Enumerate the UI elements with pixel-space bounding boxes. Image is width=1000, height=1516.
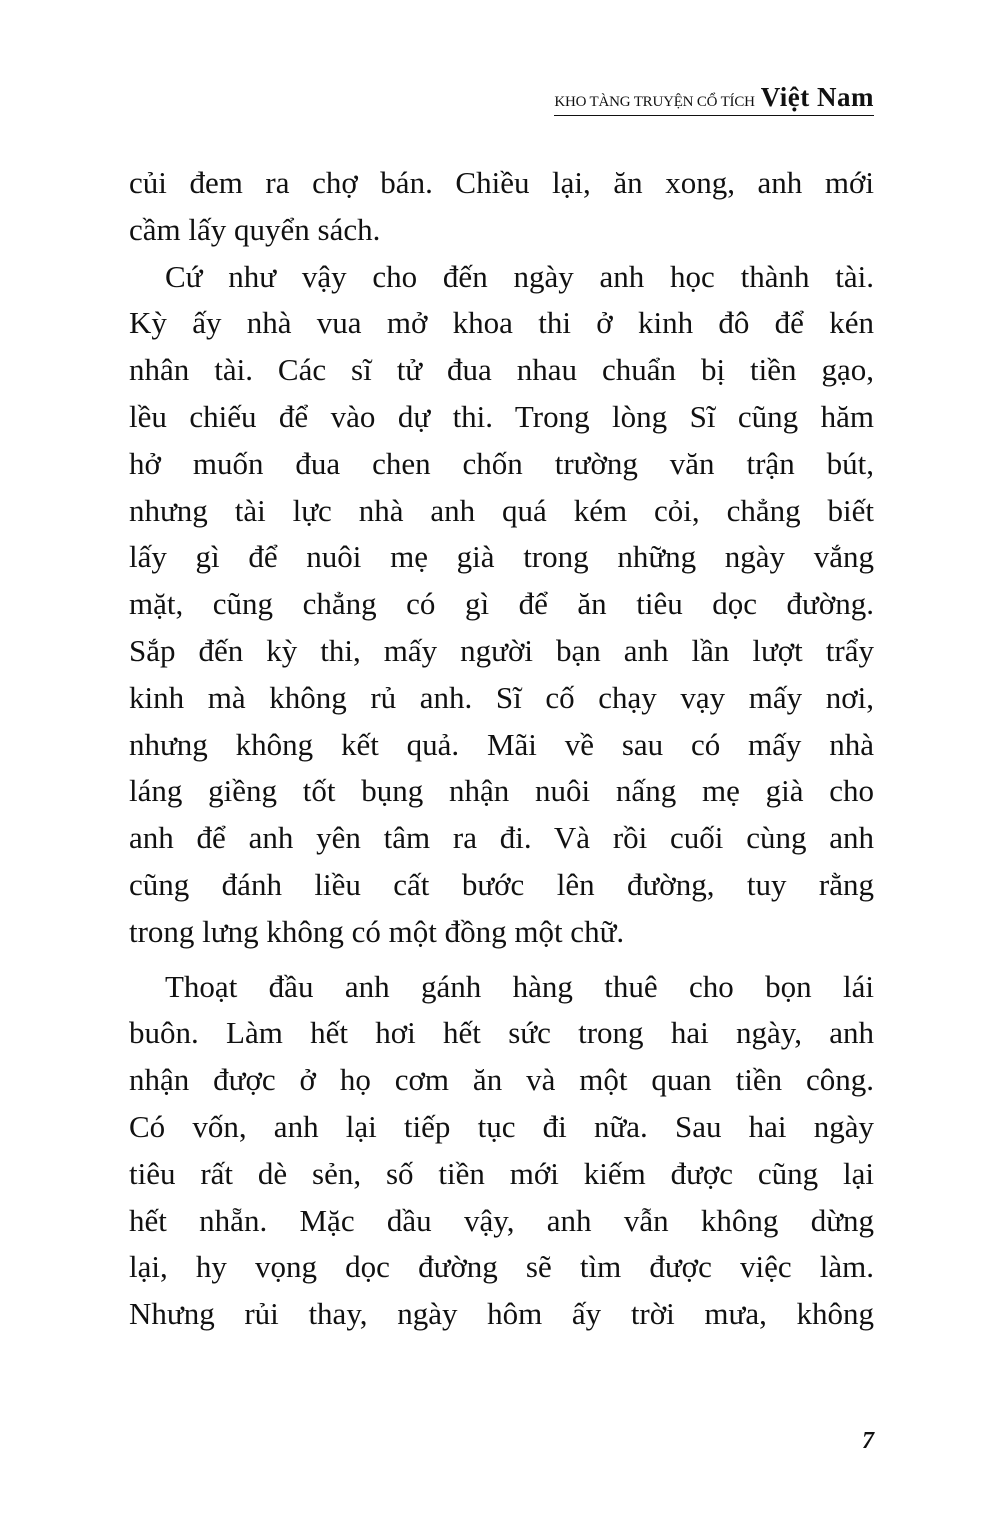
book-series-title: KHO TÀNG TRUYỆN CỔ TÍCH	[554, 94, 755, 110]
text-line: củi đem ra chợ bán. Chiều lại, ăn xong, anh mới	[129, 165, 874, 200]
text-line: hết nhẵn. Mặc dầu vậy, anh vẫn không dừng	[129, 1202, 874, 1238]
running-header	[554, 82, 874, 116]
text-line: kinh mà không rủ anh. Sĩ cố chạy vạy mấy nơi,	[129, 679, 874, 715]
text-line: nhưng không kết quả. Mãi về sau có mấy nhà	[129, 726, 874, 762]
text-line: trong lưng không có một đồng một chữ.	[129, 913, 625, 949]
text-line: buôn. Làm hết hơi hết sức trong hai ngày, anh	[129, 1015, 874, 1051]
text-line: Cứ như vậy cho đến ngày anh học thành tài.	[165, 258, 874, 294]
text-line: cũng đánh liều cất bước lên đường, tuy rằng	[129, 866, 874, 902]
text-line: láng giềng tốt bụng nhận nuôi nấng mẹ già cho	[129, 773, 874, 809]
page-body	[129, 160, 874, 1338]
text-line: Thoạt đầu anh gánh hàng thuê cho bọn lái	[165, 968, 874, 1004]
text-line: nhưng tài lực nhà anh quá kém cỏi, chẳng biết	[129, 492, 874, 528]
text-line: Sắp đến kỳ thi, mấy người bạn anh lần lượt trẩy	[129, 632, 874, 668]
text-line: Kỳ ấy nhà vua mở khoa thi ở kinh đô để kén	[129, 305, 874, 341]
paragraph-1	[129, 160, 874, 254]
text-line: lấy gì để nuôi mẹ già trong những ngày vắng	[129, 539, 874, 575]
text-line: lại, hy vọng dọc đường sẽ tìm được việc làm.	[129, 1249, 874, 1285]
text-line: mặt, cũng chẳng có gì để ăn tiêu dọc đường.	[129, 586, 874, 622]
text-line: nhân tài. Các sĩ tử đua nhau chuẩn bị tiền gạo,	[129, 352, 874, 388]
text-line: lều chiếu để vào dự thi. Trong lòng Sĩ cũng hăm	[129, 398, 874, 434]
text-line: Có vốn, anh lại tiếp tục đi nữa. Sau hai ngày	[129, 1108, 874, 1144]
book-series-brand: Việt Nam	[760, 82, 874, 112]
text-line: cầm lấy quyển sách.	[129, 211, 381, 247]
text-line: tiêu rất dè sẻn, số tiền mới kiếm được cũng lại	[129, 1155, 874, 1191]
paragraph-2	[129, 254, 874, 956]
text-line: Nhưng rủi thay, ngày hôm ấy trời mưa, không	[129, 1296, 874, 1332]
text-line: nhận được ở họ cơm ăn và một quan tiền công.	[129, 1062, 874, 1098]
text-line: hở muốn đua chen chốn trường văn trận bút,	[129, 445, 874, 481]
page-number: 7	[862, 1428, 874, 1454]
paragraph-3	[129, 964, 874, 1338]
text-line: anh để anh yên tâm ra đi. Và rồi cuối cùng anh	[129, 820, 874, 856]
